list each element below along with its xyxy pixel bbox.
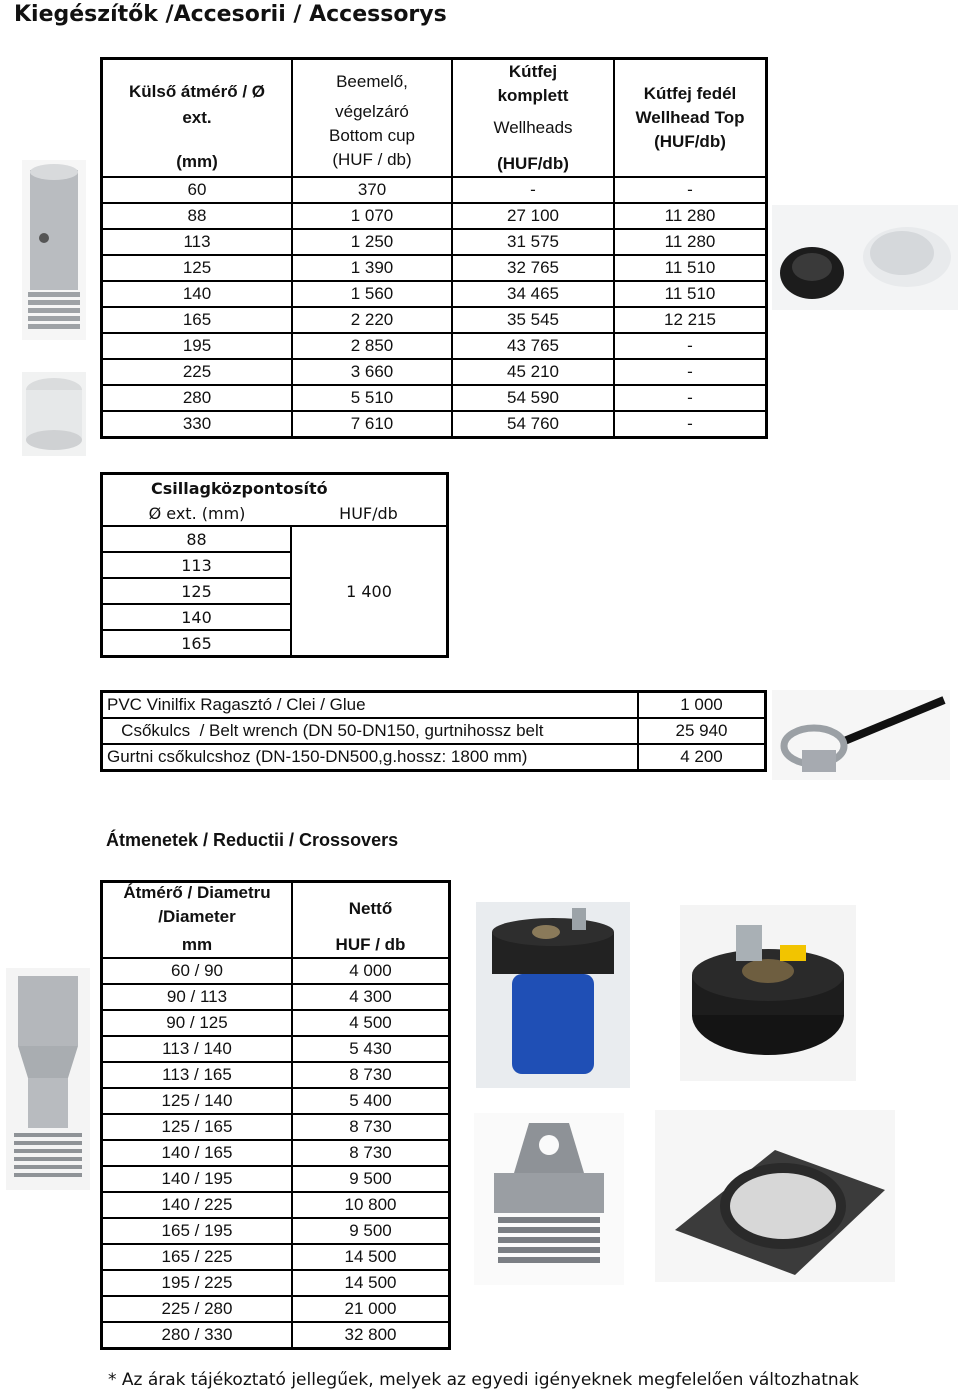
table-cell: 280 / 330 xyxy=(102,1322,293,1349)
table-cell: 165 / 195 xyxy=(102,1218,293,1244)
table-row xyxy=(102,1270,450,1296)
accessory-name: Csőkulcs / Belt wrench (DN 50-DN150, gurtnihossz belt xyxy=(102,718,639,744)
table-cell: 90 / 125 xyxy=(102,1010,293,1036)
table-cell: 8 730 xyxy=(292,1114,450,1140)
table-cell: 125 / 140 xyxy=(102,1088,293,1114)
misc-accessories-table xyxy=(100,690,767,772)
table-row xyxy=(102,958,450,984)
header-outer-diameter: Külső átmérő / Ø ext. (mm) xyxy=(128,82,266,171)
accessory-price: 25 940 xyxy=(638,718,766,744)
table-row xyxy=(102,1010,450,1036)
table-cell: 125 xyxy=(102,255,293,281)
table-cell: 8 730 xyxy=(292,1062,450,1088)
table-row xyxy=(102,411,767,438)
centralizer-size: 113 xyxy=(102,552,292,578)
crossover-diameter-header: Átmérő / Diametru /Diameter mm xyxy=(123,883,271,954)
star-centralizer-table xyxy=(100,472,449,658)
table-row xyxy=(102,1244,450,1270)
table-cell: 60 xyxy=(102,177,293,203)
crossovers-heading: Átmenetek / Reductii / Crossovers xyxy=(106,830,399,850)
table-cell: 4 500 xyxy=(292,1010,450,1036)
table-cell: - xyxy=(614,177,767,203)
table-cell: - xyxy=(614,411,767,438)
table-cell: 225 / 280 xyxy=(102,1296,293,1322)
table-cell: 5 430 xyxy=(292,1036,450,1062)
table-row xyxy=(102,385,767,411)
table-cell: 4 000 xyxy=(292,958,450,984)
table-cell: 195 / 225 xyxy=(102,1270,293,1296)
table-cell: 11 510 xyxy=(614,281,767,307)
table-row xyxy=(102,1036,450,1062)
table-cell: 225 xyxy=(102,359,293,385)
table-cell: 330 xyxy=(102,411,293,438)
table-cell: 54 760 xyxy=(452,411,614,438)
table-cell: 31 575 xyxy=(452,229,614,255)
table-cell: 140 / 195 xyxy=(102,1166,293,1192)
wellhead-blue-photo xyxy=(476,902,630,1088)
table-cell: 140 / 165 xyxy=(102,1140,293,1166)
table-cell: 1 250 xyxy=(292,229,452,255)
table-row xyxy=(102,359,767,385)
table-cell: 165 xyxy=(102,307,293,333)
table-cell: 27 100 xyxy=(452,203,614,229)
price-disclaimer: * Az árak tájékoztató jellegűek, melyek az egyedi igényeknek megfelelően változhatnak xyxy=(108,1370,859,1390)
table-row xyxy=(102,1296,450,1322)
centralizer-diameter-header: Ø ext. (mm) xyxy=(148,503,246,523)
accessory-price: 4 200 xyxy=(638,744,766,771)
accessories-price-table xyxy=(100,57,768,439)
table-cell: 90 / 113 xyxy=(102,984,293,1010)
crossover-table-body xyxy=(102,958,450,1349)
table-cell: 54 590 xyxy=(452,385,614,411)
crossover-price-header: Nettő HUF / db xyxy=(335,899,406,954)
table-cell: 140 xyxy=(102,281,293,307)
table-cell: 88 xyxy=(102,203,293,229)
table-cell: 2 220 xyxy=(292,307,452,333)
table-cell: 370 xyxy=(292,177,452,203)
header-wellhead-top: Kútfej fedél Wellhead Top (HUF/db) xyxy=(635,84,745,151)
table-row xyxy=(102,333,767,359)
centralizer-size: 140 xyxy=(102,604,292,630)
accessory-row xyxy=(102,692,766,719)
table-cell: 10 800 xyxy=(292,1192,450,1218)
table-cell: 9 500 xyxy=(292,1218,450,1244)
centralizer-size: 88 xyxy=(102,526,292,552)
table-row xyxy=(102,1140,450,1166)
table-cell: 21 000 xyxy=(292,1296,450,1322)
table-cell: 140 / 225 xyxy=(102,1192,293,1218)
table-row xyxy=(102,1192,450,1218)
table-cell: 60 / 90 xyxy=(102,958,293,984)
table-cell: 1 070 xyxy=(292,203,452,229)
header-wellheads: Kútfej komplett Wellheads (HUF/db) xyxy=(493,62,573,173)
star-centralizer-photo xyxy=(655,1110,895,1282)
table-cell: 7 610 xyxy=(292,411,452,438)
table-cell: 12 215 xyxy=(614,307,767,333)
belt-wrench-photo xyxy=(772,690,950,780)
table-cell: 113 xyxy=(102,229,293,255)
table-cell: 113 / 165 xyxy=(102,1062,293,1088)
accessory-price: 1 000 xyxy=(638,692,766,719)
table-cell: 32 800 xyxy=(292,1322,450,1349)
centralizer-price-header: HUF/db xyxy=(339,503,398,523)
table-cell: - xyxy=(614,385,767,411)
table-cell: 14 500 xyxy=(292,1244,450,1270)
accessory-name: Gurtni csőkulcshoz (DN-150-DN500,g.hossz: 1800 mm) xyxy=(102,744,639,771)
table-cell: 195 xyxy=(102,333,293,359)
table-cell: 5 400 xyxy=(292,1088,450,1114)
lifting-cap-photo xyxy=(474,1113,624,1285)
centralizer-title: Csillagközpontosító xyxy=(151,478,328,498)
table-cell: 35 545 xyxy=(452,307,614,333)
header-bottom-cup: Beemelő, végelzáró Bottom cup (HUF / db) xyxy=(329,72,415,169)
table-cell: 11 280 xyxy=(614,229,767,255)
accessory-name: PVC Vinilfix Ragasztó / Clei / Glue xyxy=(107,695,366,714)
table-cell: - xyxy=(452,177,614,203)
table-cell: 14 500 xyxy=(292,1270,450,1296)
table-cell: 1 390 xyxy=(292,255,452,281)
accessory-row xyxy=(102,718,766,744)
table-cell: 5 510 xyxy=(292,385,452,411)
table-cell: 165 / 225 xyxy=(102,1244,293,1270)
table-cell: 45 210 xyxy=(452,359,614,385)
table-cell: 1 560 xyxy=(292,281,452,307)
table-row xyxy=(102,1114,450,1140)
table-cell: 2 850 xyxy=(292,333,452,359)
wellhead-black-photo xyxy=(680,905,856,1081)
table-row xyxy=(102,281,767,307)
table-row xyxy=(102,229,767,255)
table-cell: - xyxy=(614,333,767,359)
crossover-photo xyxy=(6,968,90,1190)
table-cell: - xyxy=(614,359,767,385)
table-row xyxy=(102,1218,450,1244)
end-cap-photo xyxy=(16,368,92,458)
table-cell: 11 280 xyxy=(614,203,767,229)
table-row xyxy=(102,177,767,203)
table-row xyxy=(102,1062,450,1088)
crossover-price-table xyxy=(100,880,451,1350)
table-cell: 125 / 165 xyxy=(102,1114,293,1140)
table-cell: 32 765 xyxy=(452,255,614,281)
table-cell: 4 300 xyxy=(292,984,450,1010)
page-title: Kiegészítők /Accesorii / Accessorys xyxy=(14,2,447,27)
table-cell: 113 / 140 xyxy=(102,1036,293,1062)
centralizer-size: 125 xyxy=(102,578,292,604)
table-row xyxy=(102,255,767,281)
main-table-body xyxy=(102,177,767,438)
table-row xyxy=(102,1322,450,1349)
accessory-row xyxy=(102,744,766,771)
centralizer-size: 165 xyxy=(102,630,292,657)
table-row xyxy=(102,1088,450,1114)
table-row xyxy=(102,203,767,229)
centralizer-price: 1 400 xyxy=(291,526,448,657)
table-cell: 34 465 xyxy=(452,281,614,307)
wellhead-top-photo xyxy=(772,205,958,310)
table-row xyxy=(102,984,450,1010)
bottom-cup-photo xyxy=(16,160,92,340)
table-cell: 9 500 xyxy=(292,1166,450,1192)
table-cell: 3 660 xyxy=(292,359,452,385)
table-cell: 280 xyxy=(102,385,293,411)
table-cell: 43 765 xyxy=(452,333,614,359)
table-row xyxy=(102,1166,450,1192)
table-row xyxy=(102,307,767,333)
table-cell: 11 510 xyxy=(614,255,767,281)
table-cell: 8 730 xyxy=(292,1140,450,1166)
